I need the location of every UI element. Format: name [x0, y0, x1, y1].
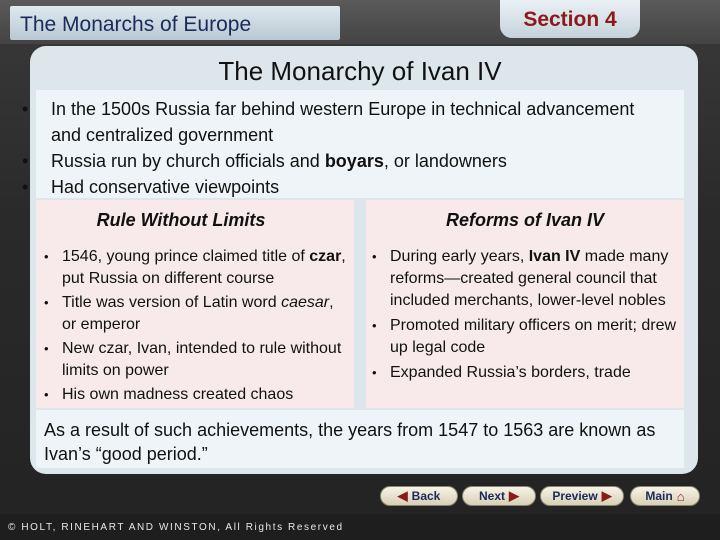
summary-text: As a result of such achievements, the years from 1547 to 1563 are known as Ivan’s “good period.” — [44, 420, 656, 464]
home-icon: ⌂ — [676, 488, 685, 504]
main-button[interactable] — [630, 486, 700, 506]
left-column-list — [40, 246, 352, 408]
intro-item: • Russia run by church officials and boyars, or landowners — [20, 148, 660, 174]
section-label: Section 4 — [523, 8, 617, 31]
left-column-heading: Rule Without Limits — [96, 210, 266, 230]
list-item: • Title was version of Latin word caesar, or emperor — [40, 292, 352, 336]
intro-item: • In the 1500s Russia far behind western Europe in technical advancement and centralized government — [20, 96, 660, 148]
list-item: • His own madness created chaos — [40, 384, 352, 406]
preview-label: Preview — [552, 489, 598, 503]
next-arrow-icon: ▶ — [509, 488, 519, 503]
list-item: • Promoted military officers on merit; drew up legal code — [368, 315, 684, 359]
next-button[interactable] — [462, 486, 536, 506]
list-item: • Expanded Russia’s borders, trade — [368, 362, 684, 384]
list-item: • 1546, young prince claimed title of czar, put Russia on different course — [40, 246, 352, 290]
preview-button[interactable] — [540, 486, 624, 506]
slide-title: The Monarchy of Ivan IV — [218, 56, 502, 86]
course-title-tab — [10, 6, 340, 40]
list-item: • During early years, Ivan IV made many reforms—created general council that included merchants, lower-level nobles — [368, 246, 684, 312]
right-column-list — [368, 246, 684, 387]
preview-arrow-icon: ▶ — [601, 488, 612, 503]
right-column-heading: Reforms of Ivan IV — [445, 210, 605, 230]
back-button[interactable] — [380, 486, 458, 506]
intro-item: • Had conservative viewpoints — [20, 174, 660, 200]
copyright-text: © HOLT, RINEHART AND WINSTON, All Rights Reserved — [8, 522, 344, 533]
list-item: • New czar, Ivan, intended to rule without limits on power — [40, 338, 352, 382]
back-label: Back — [411, 489, 441, 503]
back-arrow-icon: ◀ — [397, 488, 408, 503]
footer — [0, 514, 720, 540]
next-label: Next — [478, 489, 505, 503]
intro-list — [20, 96, 660, 200]
course-title: The Monarchs of Europe — [20, 13, 252, 36]
main-label: Main — [645, 489, 673, 503]
section-tab — [500, 0, 640, 38]
